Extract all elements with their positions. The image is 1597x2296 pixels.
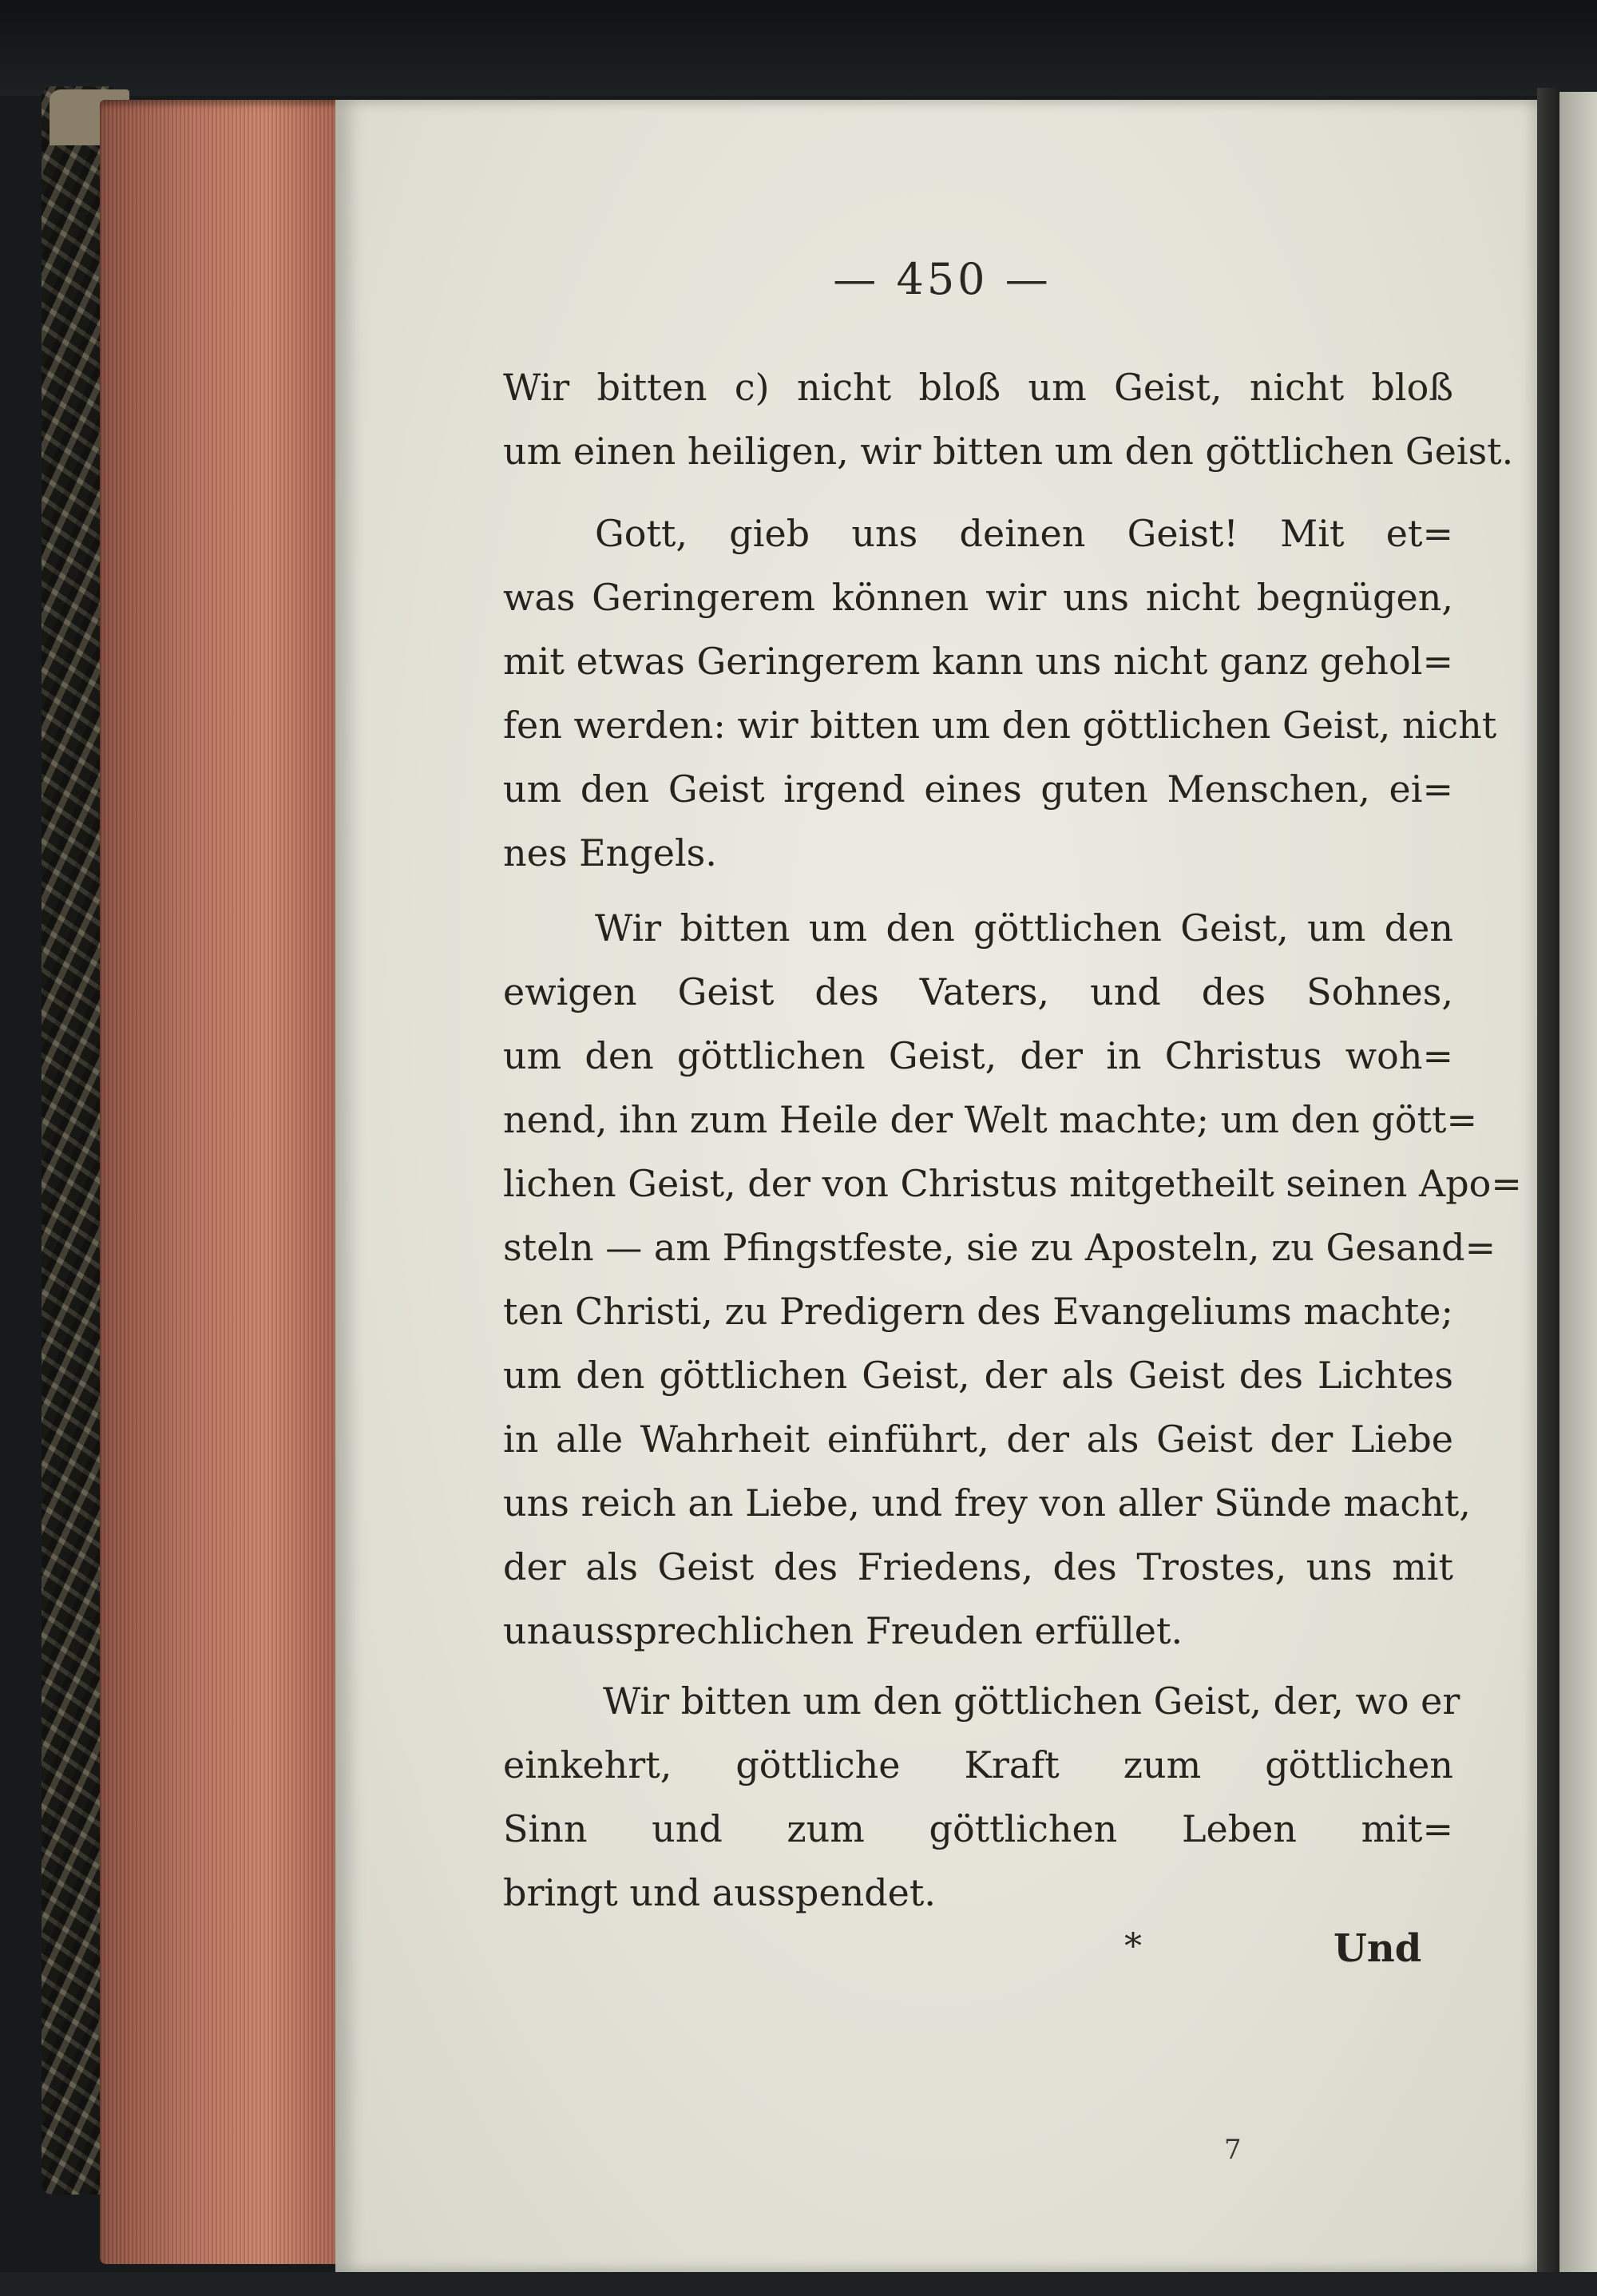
text-line: mit etwas Geringerem kann uns nicht ganz gehol= [503,640,1453,683]
text-line: lichen Geist, der von Christus mitgetheilt seinen Apo= [503,1162,1522,1205]
text-line: um einen heiligen, wir bitten um den göttlichen Geist. [503,430,1514,473]
backdrop [0,0,1597,96]
text-line: in alle Wahrheit einführt, der als Geist der Liebe [503,1418,1453,1461]
text-line: fen werden: wir bitten um den göttlichen Geist, nicht [503,704,1497,747]
text-line: um den göttlichen Geist, der in Christus woh= [503,1034,1453,1077]
signature-mark: * [1124,1926,1142,1967]
paragraph-1 [503,355,1597,483]
text-line: Sinn und zum göttlichen Leben mit= [503,1807,1453,1850]
text-line: ewigen Geist des Vaters, und des Sohnes, [503,970,1453,1013]
bottom-mark: 7 [1224,2134,1242,2166]
text-line: was Geringerem können wir uns nicht begnügen, [503,576,1453,619]
text-line: nes Engels. [503,831,717,874]
text-line: ten Christi, zu Predigern des Evangeliums machte; [503,1290,1453,1333]
text-line: steln — am Pfingstfeste, sie zu Aposteln, zu Gesand= [503,1226,1496,1269]
text-line: nend, ihn zum Heile der Welt machte; um den gött= [503,1098,1478,1141]
paragraph-2 [503,502,1597,885]
text-line: um den Geist irgend eines guten Menschen, ei= [503,767,1453,811]
paragraph-3 [503,896,1597,1663]
text-line: der als Geist des Friedens, des Trostes, uns mit [503,1545,1453,1588]
text-line: Wir bitten c) nicht bloß um Geist, nicht bloß [503,366,1453,409]
text-line: Wir bitten um den göttlichen Geist, der, wo er [603,1679,1460,1723]
text-line: Gott, gieb uns deinen Geist! Mit et= [595,512,1453,555]
catchword: Und [1333,1926,1422,1971]
text-line: uns reich an Liebe, und frey von aller Sünde macht, [503,1481,1471,1525]
text-line: unaussprechlichen Freuden erfüllet. [503,1609,1183,1652]
text-line: um den göttlichen Geist, der als Geist des Lichtes [503,1354,1453,1397]
text-line: bringt und ausspendet. [503,1871,936,1914]
text-line: Wir bitten um den göttlichen Geist, um den [595,906,1453,950]
bottom-backdrop [0,2272,1597,2296]
page-number: — 450 — [833,254,1052,304]
page-edges [100,100,338,2264]
paragraph-4 [503,1669,1597,1925]
text-line: einkehrt, göttliche Kraft zum göttlichen [503,1743,1453,1786]
